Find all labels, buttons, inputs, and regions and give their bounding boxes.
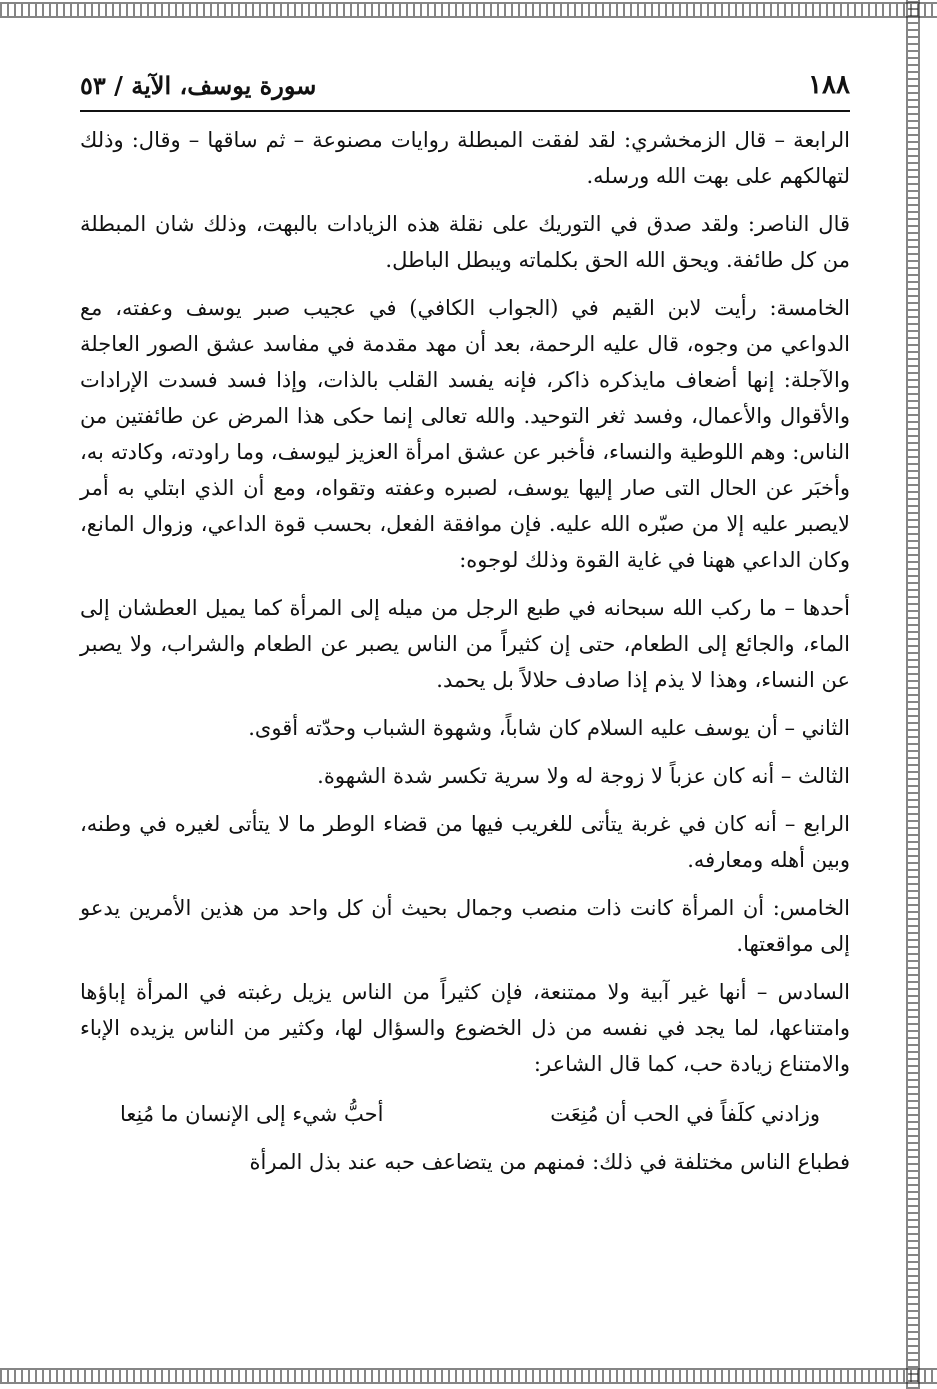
paragraph: الثاني – أن يوسف عليه السلام كان شاباً، وشهوة الشباب وحدّته أقوى. [248, 716, 850, 740]
verse-second-hemistich: أحبُّ شيء إلى الإنسان ما مُنِعا [120, 1102, 384, 1126]
decorative-border-bottom [0, 1368, 937, 1384]
closing-paragraph: فطباع الناس مختلفة في ذلك: فمنهم من يتضاعف حبه عند بذل المرأة [249, 1150, 850, 1174]
paragraph: الرابعة – قال الزمخشري: لقد لفقت المبطلة روايات مصنوعة – ثم ساقها – وقال: وذلك لتهالكهم على بهت الله ورسله. [80, 128, 850, 188]
body-text [80, 122, 850, 1180]
paragraph: قال الناصر: ولقد صدق في التوريك على نقلة هذه الزيادات بالبهت، وذلك شان المبطلة من كل طائفة. ويحق الله الحق بكلماته ويبطل الباطل. [80, 212, 850, 272]
paragraph: الرابع – أنه كان في غربة يتأتى للغريب فيها من قضاء الوطر ما لا يتأتى لغيره في وطنه، وبين أهله ومعارفه. [80, 812, 850, 872]
paragraph: الخامس: أن المرأة كانت ذات منصب وجمال بحيث أن كل واحد من هذين الأمرين يدعو إلى مواقعتها. [80, 896, 850, 956]
paragraph: الثالث – أنه كان عزباً لا زوجة له ولا سرية تكسر شدة الشهوة. [317, 764, 850, 788]
decorative-border-right [906, 0, 920, 1389]
page-header [80, 60, 850, 112]
chapter-title: سورة يوسف، الآية / ٥٣ [80, 70, 317, 100]
paragraph: أحدها – ما ركب الله سبحانه في طبع الرجل من ميله إلى المرأة كما يميل العطشان إلى الماء، والجائع إلى الطعام، حتى إن كثيراً من الناس يصبر عن الطعام والشراب، ولا يصبر عن النساء، وهذا لا يذم إذا صادف حلالاً بل يحمد. [80, 596, 850, 692]
paragraph: الخامسة: رأيت لابن القيم في (الجواب الكافي) في عجيب صبر يوسف وعفته، مع الدواعي من وجوه، قال عليه الرحمة، بعد أن مهد مقدمة في مفاسد عشق الصور العاجلة والآجلة: إنها أضعاف مايذكره ذاكر، فإنه يفسد القلب بالذات، وإذا فسد فسدت الإرادات والأقوال والأعمال، وفسد ثغر التوحيد. والله تعالى إنما حكى هذا المرض عن طائفتين من الناس: وهم اللوطية والنساء، فأخبر عن عشق امرأة العزيز ليوسف، وما راودته، وكادته به، وأخبَر عن الحال التى صار إليها يوسف، لصبره وعفته وتقواه، ومع أن الذي ابتلي به أمر لايصبر عليه إلا من صبّره الله عليه. فإن موافقة الفعل، بحسب قوة الداعي، وزوال المانع، وكان الداعي ههنا في غاية القوة وذلك لوجوه: [80, 296, 850, 572]
poetry-verse [80, 1094, 850, 1134]
paragraph: السادس – أنها غير آبية ولا ممتنعة، فإن كثيراً من الناس يزيل رغبته في المرأة إباؤها وامتناعها، لما يجد في نفسه من ذل الخضوع والسؤال لها، وكثير من الناس يزيده الإباء والامتناع زيادة حب، كما قال الشاعر: [80, 980, 850, 1076]
decorative-border-top [0, 2, 937, 18]
page-number: ١٨٨ [808, 70, 850, 100]
verse-first-hemistich: وزادني كلَفاً في الحب أن مُنِعَت [550, 1102, 820, 1126]
book-page [80, 60, 850, 1192]
